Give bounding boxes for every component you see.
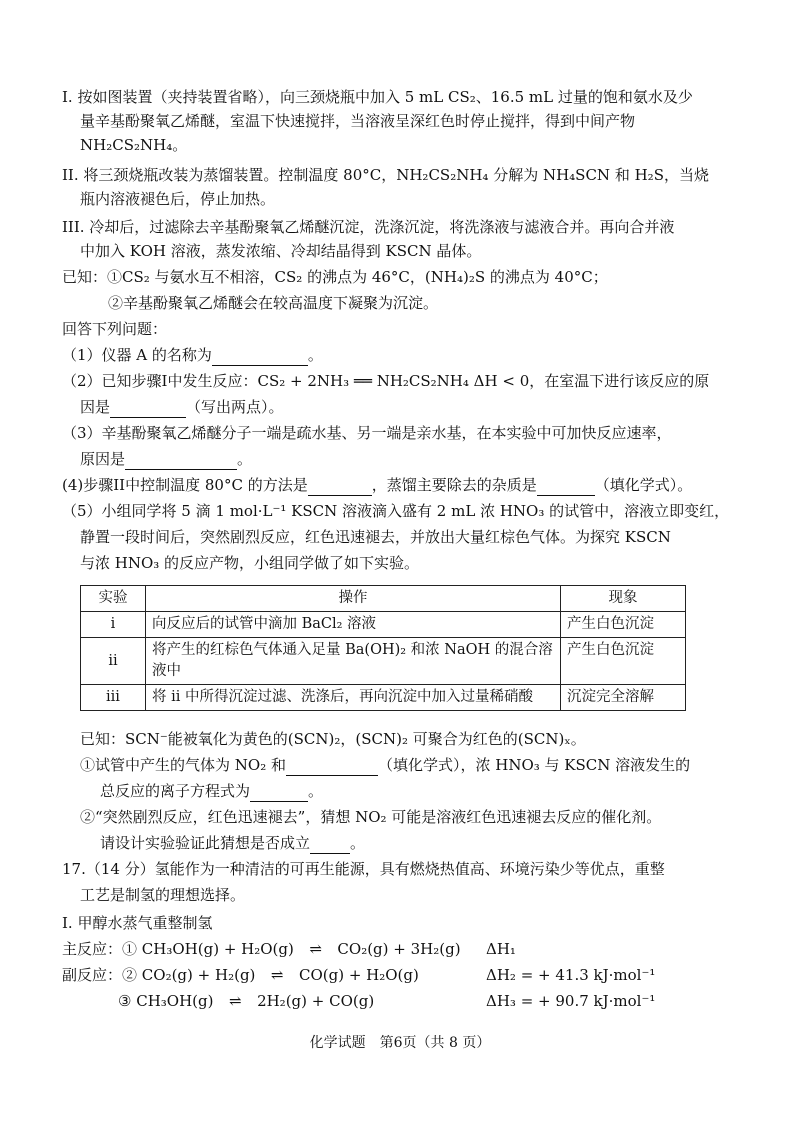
reaction-3-left: CH₃OH(g) bbox=[136, 992, 214, 1010]
page-footer: 化学试题 第6页（共 8 页） bbox=[309, 1035, 491, 1051]
subquestion-1-text-c: 总反应的离子方程式为 bbox=[100, 782, 251, 800]
question-4-text-c: （填化学式）。 bbox=[594, 476, 693, 494]
subquestion-2-text-c: 。 bbox=[350, 834, 366, 852]
reaction-1-left: CH₃OH(g) + H₂O(g) bbox=[141, 940, 294, 958]
reaction-1 bbox=[62, 938, 461, 960]
question-5-line-1: （5）小组同学将 5 滴 1 mol·L⁻¹ KSCN 溶液滴入盛有 2 mL 浓 HNO₃ 的试管中，溶液立即变红， bbox=[62, 502, 730, 520]
table-header: 现象 bbox=[561, 586, 686, 612]
subquestion-1-text-d: 。 bbox=[308, 782, 324, 800]
question-4-text-a: (4)步骤II中控制温度 80°C 的方法是 bbox=[62, 476, 308, 494]
reaction-2-left: CO₂(g) + H₂(g) bbox=[141, 966, 256, 984]
scn-known: 已知：SCN⁻能被氧化为黄色的(SCN)₂，(SCN)₂ 可聚合为红色的(SCN)ₓ。 bbox=[80, 730, 586, 748]
table-header: 实验 bbox=[81, 586, 146, 612]
subquestion-2-text-b: 请设计实验验证此猜想是否成立 bbox=[100, 834, 311, 852]
reaction-2-right: CO(g) + H₂O(g) bbox=[298, 966, 419, 984]
table-row bbox=[81, 638, 686, 685]
subquestion-1-text-b: （填化学式），浓 HNO₃ 与 KSCN 溶液发生的 bbox=[377, 756, 691, 774]
reaction-3-enthalpy: ΔH₃ = + 90.7 kJ·mol⁻¹ bbox=[486, 992, 656, 1010]
section-heading: I. 甲醇水蒸气重整制氢 bbox=[62, 914, 213, 932]
question-17-line-1: 17.（14 分）氢能作为一种清洁的可再生能源，具有燃烧热值高、环境污染少等优点，重整 bbox=[62, 860, 665, 878]
step-iii-line-2: 中加入 KOH 溶液，蒸发浓缩、冷却结晶得到 KSCN 晶体。 bbox=[80, 242, 482, 260]
step-i-line-3: NH₂CS₂NH₄。 bbox=[80, 136, 188, 154]
question-1-text: （1）仪器 A 的名称为 bbox=[62, 346, 212, 364]
question-3-text: 原因是 bbox=[80, 450, 126, 468]
reaction-1-label: 主反应：① bbox=[62, 940, 138, 958]
table-cell: 将 ii 中所得沉淀过滤、洗涤后，再向沉淀中加入过量稀硝酸 bbox=[146, 685, 561, 711]
question-1 bbox=[62, 344, 323, 366]
reaction-1-right: CO₂(g) + 3H₂(g) bbox=[337, 940, 461, 958]
question-2-line-1: （2）已知步骤I中发生反应：CS₂ + 2NH₃ ══ NH₂CS₂NH₄ ΔH < 0，在室温下进行该反应的原 bbox=[62, 372, 710, 390]
reaction-3 bbox=[118, 990, 374, 1012]
reaction-2-enthalpy: ΔH₂ = + 41.3 kJ·mol⁻¹ bbox=[486, 966, 656, 984]
reaction-2-label: 副反应：② bbox=[62, 966, 138, 984]
question-17-line-2: 工艺是制氢的理想选择。 bbox=[80, 886, 246, 904]
answer-blank[interactable] bbox=[310, 837, 350, 854]
question-3-line-2 bbox=[80, 448, 252, 470]
table-row bbox=[81, 612, 686, 638]
table-cell: ii bbox=[81, 638, 146, 685]
question-3-end: 。 bbox=[237, 450, 253, 468]
reaction-3-label: ③ bbox=[118, 992, 132, 1010]
step-ii-line-1: II. 将三颈烧瓶改装为蒸馏装置。控制温度 80°C，NH₂CS₂NH₄ 分解为 NH₄SCN 和 H₂S，当烧 bbox=[62, 166, 709, 184]
table-cell: i bbox=[81, 612, 146, 638]
step-i-line-2: 量辛基酚聚氧乙烯醚，室温下快速搅拌，当溶液呈深红色时停止搅拌，得到中间产物 bbox=[80, 112, 636, 130]
experiment-table bbox=[80, 585, 686, 711]
known-line-1: 已知：①CS₂ 与氨水互不相溶，CS₂ 的沸点为 46°C，(NH₄)₂S 的沸点为 40°C； bbox=[62, 268, 608, 286]
table-cell: iii bbox=[81, 685, 146, 711]
question-1-end: 。 bbox=[307, 346, 323, 364]
question-5-line-2: 静置一段时间后，突然剧烈反应，红色迅速褪去，并放出大量红棕色气体。为探究 KSCN bbox=[80, 528, 671, 546]
answer-blank[interactable] bbox=[250, 785, 308, 802]
subquestion-2-line-1: ②“突然剧烈反应，红色迅速褪去”，猜想 NO₂ 可能是溶液红色迅速褪去反应的催化剂。 bbox=[80, 808, 662, 826]
answer-blank[interactable] bbox=[125, 453, 237, 470]
table-cell: 产生白色沉淀 bbox=[561, 638, 686, 685]
table-row bbox=[81, 685, 686, 711]
equilibrium-arrow-icon: ⇌ bbox=[270, 966, 284, 984]
answer-blank[interactable] bbox=[537, 479, 595, 496]
answer-blank[interactable] bbox=[286, 759, 378, 776]
question-4 bbox=[62, 474, 692, 496]
question-2-line-2 bbox=[80, 396, 284, 418]
table-header-row bbox=[81, 586, 686, 612]
answer-blank[interactable] bbox=[308, 479, 372, 496]
table-cell: 将产生的红棕色气体通入足量 Ba(OH)₂ 和浓 NaOH 的混合溶液中 bbox=[146, 638, 561, 685]
step-ii-line-2: 瓶内溶液褪色后，停止加热。 bbox=[80, 190, 276, 208]
subquestion-1-line-1 bbox=[80, 754, 690, 776]
question-2-end: （写出两点）。 bbox=[186, 398, 284, 416]
table-cell: 沉淀完全溶解 bbox=[561, 685, 686, 711]
question-4-text-b: ，蒸馏主要除去的杂质是 bbox=[371, 476, 537, 494]
subquestion-1-line-2 bbox=[100, 780, 323, 802]
reaction-1-enthalpy: ΔH₁ bbox=[486, 940, 516, 958]
question-5-line-3: 与浓 HNO₃ 的反应产物，小组同学做了如下实验。 bbox=[80, 554, 420, 572]
table-cell: 向反应后的试管中滴加 BaCl₂ 溶液 bbox=[146, 612, 561, 638]
question-2-text: 因是 bbox=[80, 398, 111, 416]
subquestion-2-line-2 bbox=[100, 832, 365, 854]
step-i-line-1: I. 按如图装置（夹持装置省略），向三颈烧瓶中加入 5 mL CS₂、16.5 mL 过量的饱和氨水及少 bbox=[62, 88, 693, 106]
equilibrium-arrow-icon: ⇌ bbox=[309, 940, 322, 958]
step-iii-line-1: III. 冷却后，过滤除去辛基酚聚氧乙烯醚沉淀，洗涤沉淀，将洗涤液与滤液合并。再向合并液 bbox=[62, 218, 675, 236]
equilibrium-arrow-icon: ⇌ bbox=[228, 992, 242, 1010]
answer-blank[interactable] bbox=[110, 401, 186, 418]
answer-blank[interactable] bbox=[212, 349, 308, 366]
table-cell: 产生白色沉淀 bbox=[561, 612, 686, 638]
question-3-line-1: （3）辛基酚聚氧乙烯醚分子一端是疏水基、另一端是亲水基，在本实验中可加快反应速率， bbox=[62, 424, 672, 442]
reaction-3-right: 2H₂(g) + CO(g) bbox=[257, 992, 375, 1010]
answer-prompt: 回答下列问题： bbox=[62, 320, 168, 338]
subquestion-1-text-a: ①试管中产生的气体为 NO₂ 和 bbox=[80, 756, 286, 774]
reaction-2 bbox=[62, 964, 419, 986]
table-header: 操作 bbox=[146, 586, 561, 612]
known-line-2: ②辛基酚聚氧乙烯醚会在较高温度下凝聚为沉淀。 bbox=[108, 294, 439, 312]
